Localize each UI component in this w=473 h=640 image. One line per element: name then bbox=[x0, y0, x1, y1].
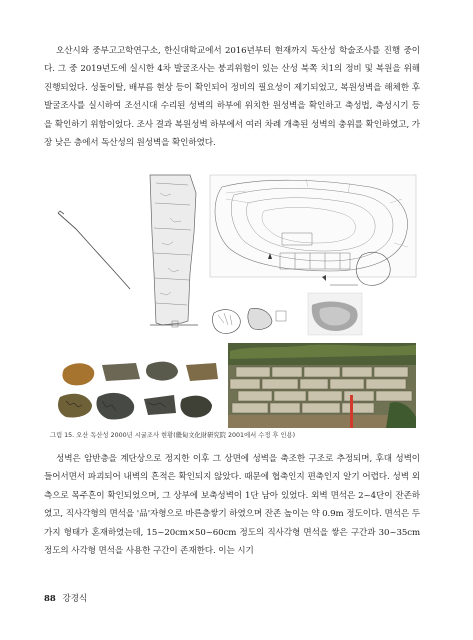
figure-composite-image bbox=[50, 173, 418, 428]
site-plan-map bbox=[210, 175, 416, 285]
wall-photo bbox=[228, 343, 416, 428]
page-footer bbox=[44, 592, 87, 604]
figure-15 bbox=[50, 173, 418, 428]
wall-section-drawing bbox=[58, 175, 198, 327]
pottery-photo bbox=[52, 349, 222, 427]
body-paragraph-1: 오산시와 중부고고학연구소, 한신대학교에서 2016년부터 현재까지 독산성 학술조사를 진행 중이다. 그 중 2019년도에 실시한 4차 발굴조사는 붕괴위험이 있는 산성 북쪽 치1의 정비 및 복원을 위해 진행되었다. 성돌이탈, 배부름 현상 등이 확인되어 정비의 필요성이 제기되었고, 복원성벽을 해체한 후 발굴조사를 실시하여 조선시대 수리된 성벽의 하부에 위치한 원성벽을 확인하고 축성법, 축성시기 등을 확인하기 위함이었다. 조사 결과 복원성벽 하부에서 여러 차례 개축된 성벽의 충위를 확인하였고, 가장 낮은 층에서 독산성의 원성벽을 확인하였다. bbox=[44, 46, 420, 149]
page-number: 88 bbox=[44, 594, 56, 604]
sherd-drawings bbox=[212, 293, 362, 335]
figure-caption: 그림 15. 오산 독산성 2000년 시굴조사 현황(畿甸文化財研究院 2001에서 수정 후 인용) bbox=[50, 432, 296, 439]
body-paragraph-2: 성벽은 암반층을 계단상으로 정지한 이후 그 상면에 성벽을 축조한 구조로 추정되며, 후대 성벽이 들어서면서 파괴되어 내벽의 흔적은 확인되지 않았다. 때문에 협축인지 편축인지 알기 어렵다. 성벽 외측으로 목주흔이 확인되었으며, 그 상부에 보축성벽이 1단 남아 있었다. 외벽 면석은 2~4단이 잔존하였고, 직사각형의 면석을 '品'자형으로 바른층쌓기 하였으며 잔존 높이는 약 0.9m 정도이다. 면석은 두 가지 형태가 혼재하였는데, 15~20cm×50~60cm 정도의 직사각형 면석을 쌓은 구간과 30~35cm 정도의 사각형 면석을 사용한 구간이 존재한다. 이는 시기 bbox=[44, 454, 420, 557]
section-title: 강경식 bbox=[62, 594, 88, 604]
